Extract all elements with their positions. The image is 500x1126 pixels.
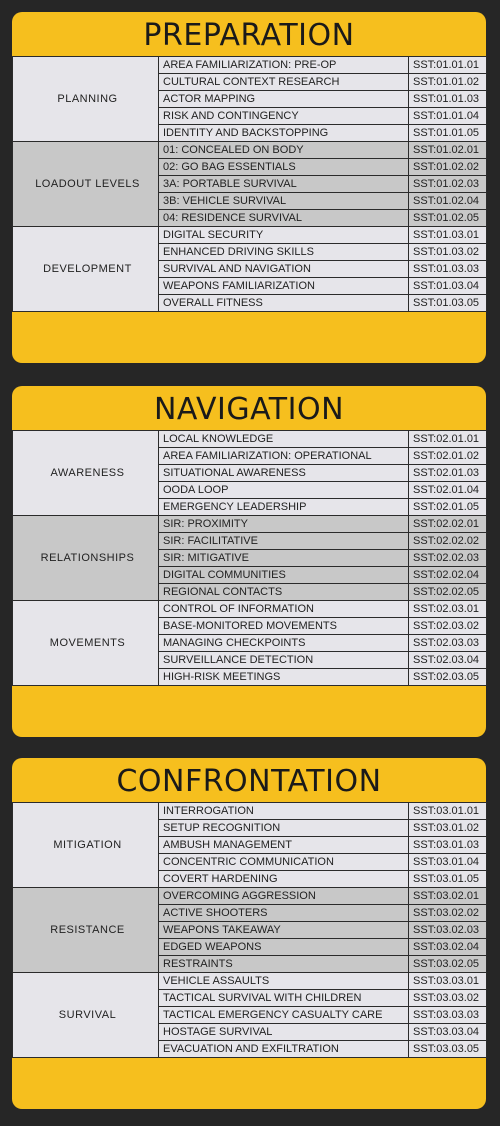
skill-name: TACTICAL SURVIVAL WITH CHILDREN xyxy=(159,990,409,1007)
skill-name: CONCENTRIC COMMUNICATION xyxy=(159,854,409,871)
skills-table xyxy=(12,802,487,1058)
skill-name: CULTURAL CONTEXT RESEARCH xyxy=(159,74,409,91)
skill-name: COVERT HARDENING xyxy=(159,871,409,888)
table-row xyxy=(13,516,487,533)
skill-code: SST:02.03.01 xyxy=(409,601,487,618)
skill-name: AREA FAMILIARIZATION: OPERATIONAL xyxy=(159,448,409,465)
skill-code: SST:02.02.01 xyxy=(409,516,487,533)
skill-name: OVERCOMING AGGRESSION xyxy=(159,888,409,905)
skills-table xyxy=(12,430,487,686)
skill-name: EMERGENCY LEADERSHIP xyxy=(159,499,409,516)
skill-name: SIR: FACILITATIVE xyxy=(159,533,409,550)
section-card-preparation xyxy=(12,12,486,363)
skill-code: SST:01.02.05 xyxy=(409,210,487,227)
skill-code: SST:01.01.02 xyxy=(409,74,487,91)
skill-name: ACTOR MAPPING xyxy=(159,91,409,108)
skill-code: SST:03.02.01 xyxy=(409,888,487,905)
skill-code: SST:02.01.04 xyxy=(409,482,487,499)
skill-name: SURVEILLANCE DETECTION xyxy=(159,652,409,669)
table-row xyxy=(13,601,487,618)
skill-code: SST:03.03.02 xyxy=(409,990,487,1007)
skill-name: EVACUATION AND EXFILTRATION xyxy=(159,1041,409,1058)
skill-code: SST:03.02.03 xyxy=(409,922,487,939)
category-label: SURVIVAL xyxy=(13,973,159,1058)
category-label: AWARENESS xyxy=(13,431,159,516)
skill-code: SST:03.01.04 xyxy=(409,854,487,871)
skill-code: SST:03.01.01 xyxy=(409,803,487,820)
skill-code: SST:01.01.01 xyxy=(409,57,487,74)
skill-code: SST:02.01.03 xyxy=(409,465,487,482)
table-row xyxy=(13,227,487,244)
category-label: DEVELOPMENT xyxy=(13,227,159,312)
skill-code: SST:01.03.04 xyxy=(409,278,487,295)
skill-code: SST:01.03.01 xyxy=(409,227,487,244)
skill-name: ACTIVE SHOOTERS xyxy=(159,905,409,922)
skill-name: TACTICAL EMERGENCY CASUALTY CARE xyxy=(159,1007,409,1024)
skill-code: SST:02.02.05 xyxy=(409,584,487,601)
skill-name: AREA FAMILIARIZATION: PRE-OP xyxy=(159,57,409,74)
skill-code: SST:01.02.02 xyxy=(409,159,487,176)
skill-name: SITUATIONAL AWARENESS xyxy=(159,465,409,482)
category-label: PLANNING xyxy=(13,57,159,142)
skill-code: SST:02.03.05 xyxy=(409,669,487,686)
category-label: MOVEMENTS xyxy=(13,601,159,686)
skill-code: SST:03.03.04 xyxy=(409,1024,487,1041)
skill-name: SIR: PROXIMITY xyxy=(159,516,409,533)
skill-name: 01: CONCEALED ON BODY xyxy=(159,142,409,159)
skill-name: AMBUSH MANAGEMENT xyxy=(159,837,409,854)
skill-name: INTERROGATION xyxy=(159,803,409,820)
skill-code: SST:03.02.02 xyxy=(409,905,487,922)
skill-code: SST:01.01.03 xyxy=(409,91,487,108)
skill-name: 04: RESIDENCE SURVIVAL xyxy=(159,210,409,227)
section-card-confrontation xyxy=(12,758,486,1109)
skill-code: SST:03.01.05 xyxy=(409,871,487,888)
skill-name: BASE-MONITORED MOVEMENTS xyxy=(159,618,409,635)
section-card-navigation xyxy=(12,386,486,737)
table-row xyxy=(13,431,487,448)
skill-name: CONTROL OF INFORMATION xyxy=(159,601,409,618)
skill-code: SST:01.02.04 xyxy=(409,193,487,210)
section-title: NAVIGATION xyxy=(153,391,345,427)
skill-name: REGIONAL CONTACTS xyxy=(159,584,409,601)
table-row xyxy=(13,57,487,74)
skill-code: SST:02.03.02 xyxy=(409,618,487,635)
skill-name: WEAPONS TAKEAWAY xyxy=(159,922,409,939)
skill-name: SURVIVAL AND NAVIGATION xyxy=(159,261,409,278)
skill-code: SST:02.02.02 xyxy=(409,533,487,550)
skill-code: SST:03.02.05 xyxy=(409,956,487,973)
skill-name: LOCAL KNOWLEDGE xyxy=(159,431,409,448)
skill-code: SST:01.03.03 xyxy=(409,261,487,278)
skill-code: SST:02.02.04 xyxy=(409,567,487,584)
skill-name: WEAPONS FAMILIARIZATION xyxy=(159,278,409,295)
skill-name: SIR: MITIGATIVE xyxy=(159,550,409,567)
category-label: LOADOUT LEVELS xyxy=(13,142,159,227)
skill-code: SST:03.03.03 xyxy=(409,1007,487,1024)
skill-code: SST:01.02.03 xyxy=(409,176,487,193)
table-row xyxy=(13,888,487,905)
category-label: MITIGATION xyxy=(13,803,159,888)
table-row xyxy=(13,803,487,820)
section-title: PREPARATION xyxy=(143,17,355,53)
skill-name: 02: GO BAG ESSENTIALS xyxy=(159,159,409,176)
skill-name: MANAGING CHECKPOINTS xyxy=(159,635,409,652)
table-row xyxy=(13,973,487,990)
table-row xyxy=(13,142,487,159)
skill-name: DIGITAL COMMUNITIES xyxy=(159,567,409,584)
skill-code: SST:01.01.04 xyxy=(409,108,487,125)
skill-code: SST:02.03.04 xyxy=(409,652,487,669)
skill-code: SST:02.03.03 xyxy=(409,635,487,652)
category-label: RESISTANCE xyxy=(13,888,159,973)
skill-name: IDENTITY AND BACKSTOPPING xyxy=(159,125,409,142)
skill-name: EDGED WEAPONS xyxy=(159,939,409,956)
category-label: RELATIONSHIPS xyxy=(13,516,159,601)
section-title: CONFRONTATION xyxy=(116,763,382,799)
skill-name: RESTRAINTS xyxy=(159,956,409,973)
skill-name: OVERALL FITNESS xyxy=(159,295,409,312)
skill-code: SST:03.01.03 xyxy=(409,837,487,854)
skills-table xyxy=(12,56,487,312)
skill-name: HOSTAGE SURVIVAL xyxy=(159,1024,409,1041)
skill-code: SST:01.03.05 xyxy=(409,295,487,312)
skill-name: 3A: PORTABLE SURVIVAL xyxy=(159,176,409,193)
skill-code: SST:02.01.01 xyxy=(409,431,487,448)
skill-code: SST:03.01.02 xyxy=(409,820,487,837)
skill-code: SST:03.02.04 xyxy=(409,939,487,956)
skill-name: 3B: VEHICLE SURVIVAL xyxy=(159,193,409,210)
skill-code: SST:03.03.05 xyxy=(409,1041,487,1058)
skill-code: SST:01.03.02 xyxy=(409,244,487,261)
skill-code: SST:01.01.05 xyxy=(409,125,487,142)
skill-code: SST:03.03.01 xyxy=(409,973,487,990)
skill-name: RISK AND CONTINGENCY xyxy=(159,108,409,125)
skill-name: VEHICLE ASSAULTS xyxy=(159,973,409,990)
skill-code: SST:02.02.03 xyxy=(409,550,487,567)
skill-name: ENHANCED DRIVING SKILLS xyxy=(159,244,409,261)
skill-name: HIGH-RISK MEETINGS xyxy=(159,669,409,686)
skill-name: OODA LOOP xyxy=(159,482,409,499)
skill-name: SETUP RECOGNITION xyxy=(159,820,409,837)
skill-name: DIGITAL SECURITY xyxy=(159,227,409,244)
skill-code: SST:01.02.01 xyxy=(409,142,487,159)
skill-code: SST:02.01.05 xyxy=(409,499,487,516)
skill-code: SST:02.01.02 xyxy=(409,448,487,465)
